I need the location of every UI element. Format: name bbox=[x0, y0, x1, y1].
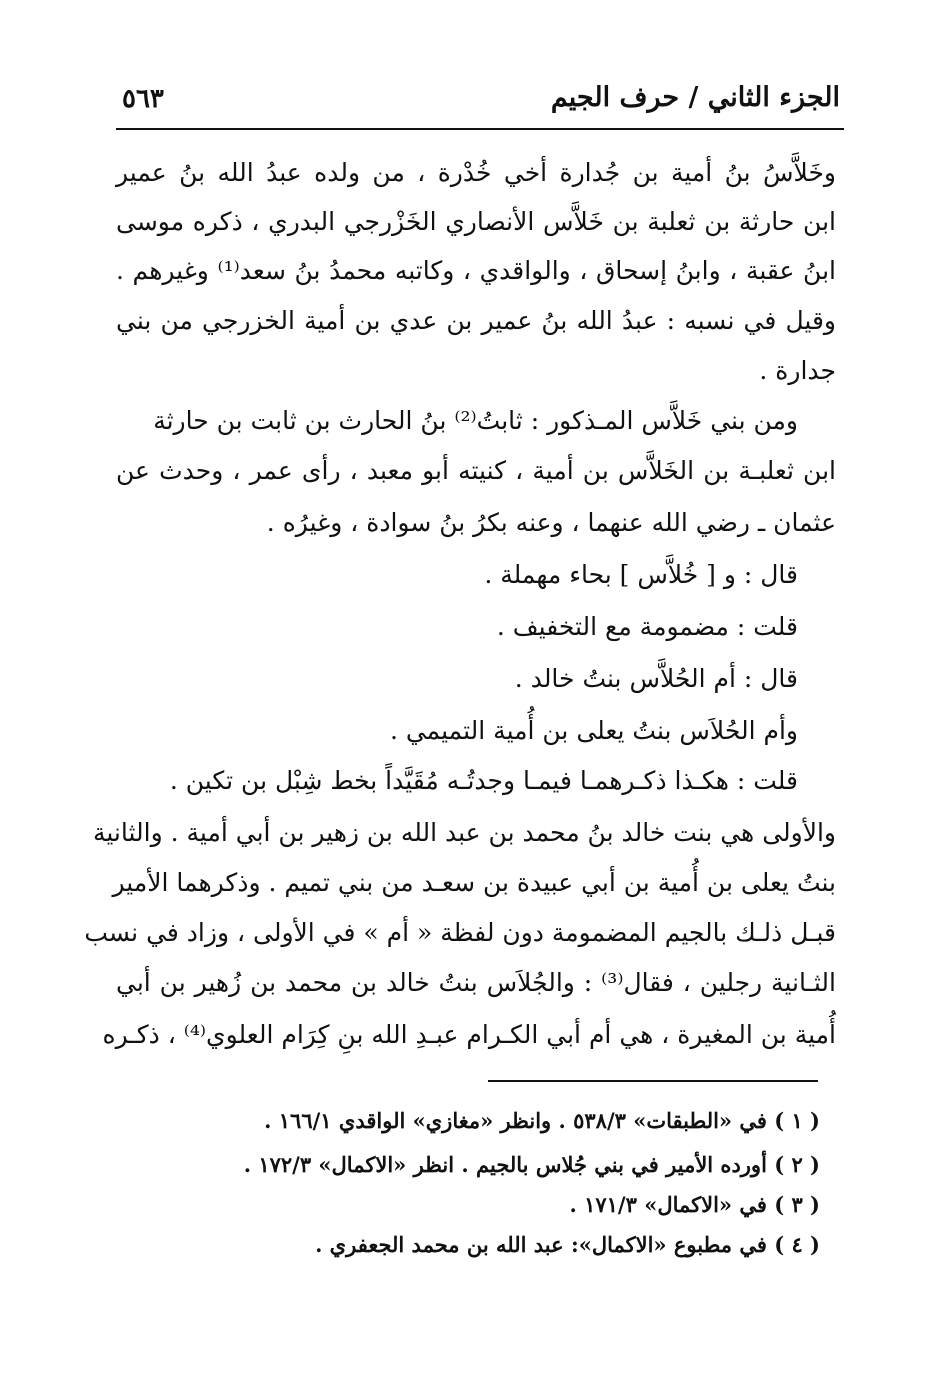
body-line: ابن ثعلبـة بن الخَلاَّس بن أمية ، كنيته أبو معبد ، رأى عمر ، وحدث عن bbox=[116, 456, 836, 485]
footnote-rule bbox=[488, 1080, 818, 1082]
body-line: جدارة . bbox=[759, 356, 836, 385]
body-line: ومن بني خَلاَّس المـذكور : ثابتُ⁽²⁾ بنُ الحارث بن ثابت بن حارثة bbox=[153, 406, 798, 435]
body-line: وأم الحُلاَس بنتُ يعلى بن أُمية التميمي . bbox=[389, 716, 798, 745]
header-rule bbox=[116, 128, 844, 130]
running-header-title: الجزء الثاني / حرف الجيم bbox=[550, 82, 840, 113]
body-line: والأولى هي بنت خالد بنُ محمد بن عبد الله بن زهير بن أبي أمية . والثانية bbox=[92, 818, 836, 847]
body-line: ابن حارثة بن ثعلبة بن خَلاَّس الأنصاري الخَزْرجي البدري ، ذكره موسى bbox=[116, 207, 836, 236]
body-line: الثـانية رجلين ، فقال⁽³⁾ : والجُلاَس بنتُ خالد بن محمد بن زُهير بن أبي bbox=[116, 968, 836, 997]
body-line: قلت : هكـذا ذكـرهمـا فيمـا وجدتُـه مُقَيَّداً بخط شِبْل بن تكين . bbox=[169, 766, 798, 795]
page-number: ٥٦٣ bbox=[122, 84, 164, 114]
body-line: وقيل في نسبه : عبدُ الله بنُ عمير بن عدي بن أمية الخزرجي من بني bbox=[116, 306, 836, 335]
body-line: عثمان ـ رضي الله عنهما ، وعنه بكرُ بنُ سوادة ، وغيرُه . bbox=[266, 508, 836, 537]
footnote: ( ٣ ) في «الاكمال» ١٧١/٣ . bbox=[569, 1192, 820, 1217]
body-line: أُمية بن المغيرة ، هي أم أبي الكـرام عبـدِ الله بنِ كِرَام العلوي⁽⁴⁾ ، ذكـره bbox=[102, 1020, 836, 1049]
body-line: بنتُ يعلى بن أُمية بن أبي عبيدة بن سعـد من بني تميم . وذكرهما الأمير bbox=[112, 868, 836, 897]
footnote: ( ٤ ) في مطبوع «الاكمال»: عبد الله بن محمد الجعفري . bbox=[315, 1232, 820, 1257]
footnote: ( ١ ) في «الطبقات» ٥٣٨/٣ . وانظر «مغازي» الواقدي ١٦٦/١ . bbox=[264, 1108, 820, 1133]
body-line: وخَلاَّسُ بنُ أمية بن جُدارة أخي خُدْرة ، من ولده عبدُ الله بنُ عمير bbox=[116, 158, 836, 187]
body-line: ابنُ عقبة ، وابنُ إسحاق ، والواقدي ، وكاتبه محمدُ بنُ سعد⁽¹⁾ وغيرهم . bbox=[116, 256, 836, 285]
body-line: قال : أم الحُلاَّس بنتُ خالد . bbox=[514, 664, 798, 693]
body-line: قبـل ذلـك بالجيم المضمومة دون لفظة « أم » في الأولى ، وزاد في نسب bbox=[84, 918, 836, 947]
body-line: قلت : مضمومة مع التخفيف . bbox=[496, 612, 798, 641]
footnote: ( ٢ ) أورده الأمير في بني جُلاس بالجيم . انظر «الاكمال» ١٧٢/٣ . bbox=[243, 1152, 820, 1177]
body-line: قال : و [ خُلاَّس ] بحاء مهملة . bbox=[484, 560, 798, 589]
